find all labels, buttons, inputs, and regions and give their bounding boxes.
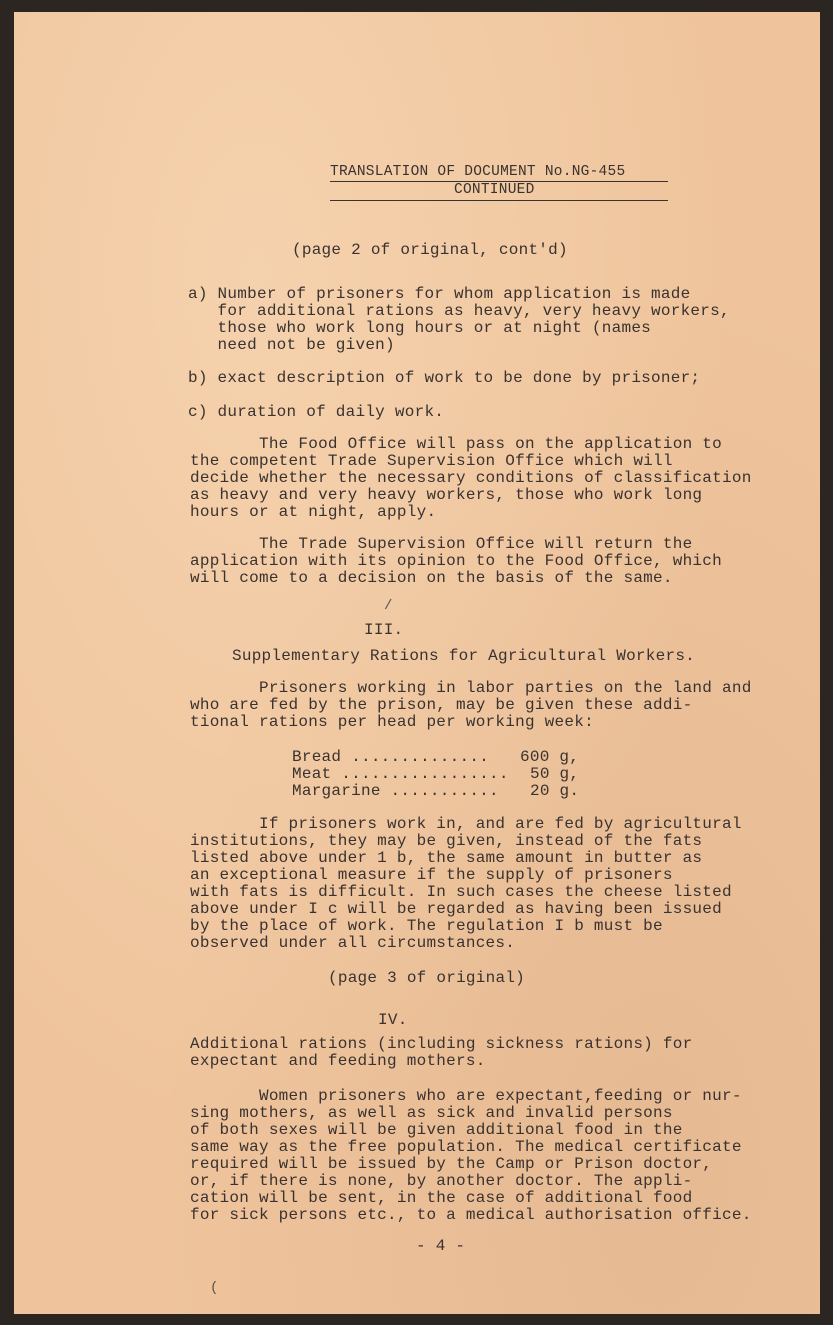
paragraph-line: will come to a decision on the basis of the same. [190, 569, 673, 587]
paragraph-line: as heavy and very heavy workers, those who work long [190, 486, 703, 504]
section-heading-iv-line-1: Additional rations (including sickness rations) for [190, 1035, 693, 1053]
paragraph-line: application with its opinion to the Food Office, which [190, 552, 722, 570]
paragraph-line: of both sexes will be given additional food in the [190, 1121, 683, 1139]
paragraph-line: Prisoners working in labor parties on the land and [190, 679, 752, 697]
page-reference: (page 2 of original, cont'd) [292, 241, 568, 259]
list-item-a-line-3: those who work long hours or at night (names [188, 319, 652, 337]
section-numeral-iii: III. [364, 621, 404, 639]
paragraph-line: required will be issued by the Camp or Prison doctor, [190, 1155, 713, 1173]
paragraph-line: sing mothers, as well as sick and invalid persons [190, 1104, 673, 1122]
list-item-a-line-4: need not be given) [188, 336, 395, 354]
paragraph-line: Women prisoners who are expectant,feeding or nur- [190, 1087, 742, 1105]
paragraph-line: cation will be sent, in the case of additional food [190, 1189, 693, 1207]
paragraph-line: tional rations per head per working week: [190, 713, 594, 731]
paragraph-line: hours or at night, apply. [190, 503, 437, 521]
paragraph-line: If prisoners work in, and are fed by agricultural [190, 815, 742, 833]
paragraph-line: The Food Office will pass on the application to [190, 435, 722, 453]
paragraph-line: The Trade Supervision Office will return the [190, 535, 693, 553]
subtitle-underline [330, 200, 668, 201]
paragraph-line: with fats is difficult. In such cases the cheese listed [190, 883, 732, 901]
paragraph-line: decide whether the necessary conditions of classification [190, 469, 752, 487]
list-item-a-line-1: a) Number of prisoners for whom application is made [188, 285, 691, 303]
paragraph-line: by the place of work. The regulation I b must be [190, 917, 663, 935]
paragraph-line: institutions, they may be given, instead of the fats [190, 832, 703, 850]
paragraph-line: above under I c will be regarded as having been issued [190, 900, 722, 918]
list-item-b: b) exact description of work to be done by prisoner; [188, 369, 701, 387]
list-item-c: c) duration of daily work. [188, 403, 445, 421]
ration-amount-bread: 600 g, [520, 748, 580, 766]
paragraph-line: same way as the free population. The medical certificate [190, 1138, 742, 1156]
section-heading-iii: Supplementary Rations for Agricultural Workers. [232, 647, 696, 665]
ration-amount-margarine: 20 g. [530, 782, 580, 800]
paragraph-line: listed above under 1 b, the same amount in butter as [190, 849, 703, 867]
paragraph-line: an exceptional measure if the supply of prisoners [190, 866, 673, 884]
ration-item-margarine: Margarine ........... [292, 782, 499, 800]
document-title: TRANSLATION OF DOCUMENT No.NG-455 [330, 164, 626, 180]
section-heading-iv-line-2: expectant and feeding mothers. [190, 1052, 486, 1070]
document-subtitle: CONTINUED [454, 182, 535, 198]
page-reference: (page 3 of original) [328, 969, 526, 987]
ration-item-meat: Meat ................. [292, 765, 509, 783]
ration-amount-meat: 50 g, [530, 765, 580, 783]
document-page [14, 12, 820, 1314]
page-number: - 4 - [416, 1237, 466, 1255]
list-item-a-line-2: for additional rations as heavy, very heavy workers, [188, 302, 730, 320]
paragraph-line: for sick persons etc., to a medical authorisation office. [190, 1206, 752, 1224]
paragraph-line: observed under all circumstances. [190, 934, 516, 952]
pencil-mark: / [384, 598, 393, 614]
paragraph-line: or, if there is none, by another doctor. The appli- [190, 1172, 693, 1190]
ration-item-bread: Bread .............. [292, 748, 490, 766]
pencil-mark: ( [210, 1280, 219, 1296]
paragraph-line: who are fed by the prison, may be given these addi- [190, 696, 693, 714]
section-numeral-iv: IV. [378, 1011, 408, 1029]
paragraph-line: the competent Trade Supervision Office which will [190, 452, 673, 470]
